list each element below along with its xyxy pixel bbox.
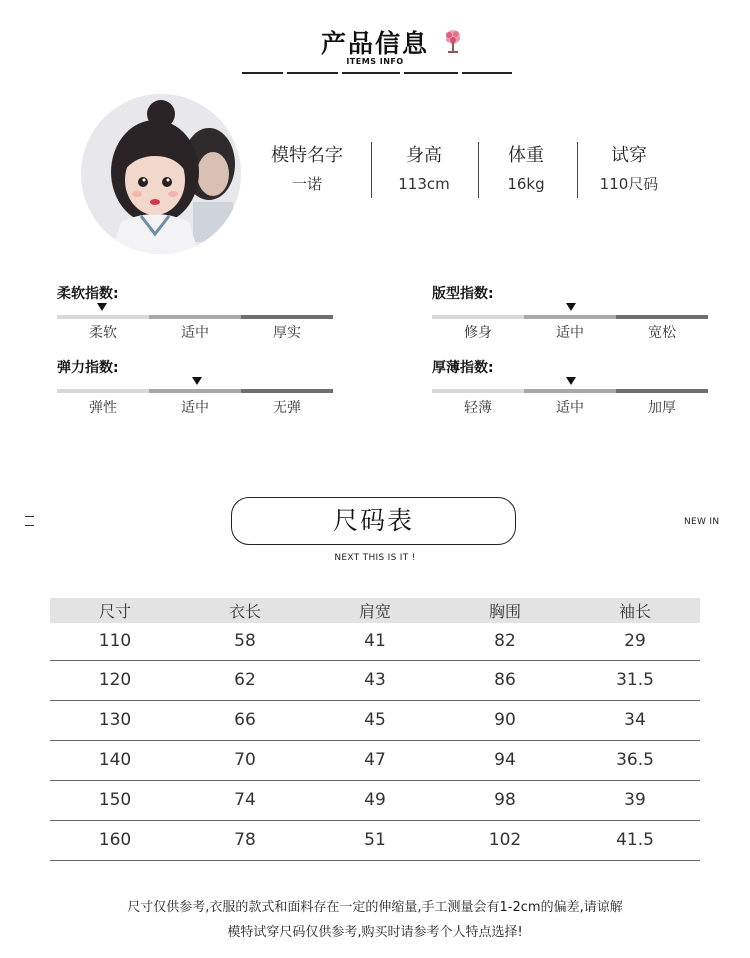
table-cell: 90 [440,700,570,740]
header-divider-gap [283,72,287,74]
scale-option: 适中 [181,325,209,341]
fit-index-title: 版型指数: [432,286,494,302]
scale-option: 无弹 [273,400,301,416]
size-chart-title: 尺码表 [231,497,516,545]
table-header-row [50,598,700,623]
scale-option: 宽松 [648,325,676,341]
size-note-line-2: 模特试穿尺码仅供参考,购买时请参考个人特点选择! [227,925,523,940]
fit-scale-bar [432,315,708,319]
column-header: 尺寸 [50,598,180,623]
table-cell: 31.5 [570,660,700,700]
scale-option: 适中 [181,400,209,416]
table-cell: 94 [440,740,570,780]
page-title: 产品信息 [320,29,429,58]
column-header: 衣长 [180,598,310,623]
table-cell: 86 [440,660,570,700]
try-size-column [590,144,668,194]
table-row [50,820,700,860]
height-label: 身高 [406,145,442,166]
column-header: 袖长 [570,598,700,623]
header-divider-gap [400,72,404,74]
model-name-label: 模特名字 [271,145,343,166]
thickness-scale-bar [432,389,708,393]
scale-option: 修身 [464,325,492,341]
fit-scale-labels [432,322,708,342]
weight-column [494,144,558,194]
table-cell: 41 [310,623,440,660]
section-title-product-info [0,24,750,60]
table-cell: 82 [440,623,570,660]
new-in-label: NEW IN [684,517,720,527]
try-size-value: 110尺码 [599,175,659,193]
softness-scale-labels [57,322,333,342]
flower-tree-icon [442,28,464,54]
softness-marker-icon [97,303,107,311]
fit-marker-icon [566,303,576,311]
thickness-scale-labels [432,397,708,417]
table-cell: 120 [50,660,180,700]
table-cell: 160 [50,820,180,860]
table-cell: 150 [50,780,180,820]
table-cell: 102 [440,820,570,860]
table-cell: 41.5 [570,820,700,860]
table-cell: 74 [180,780,310,820]
elasticity-marker-icon [192,377,202,385]
scale-option: 加厚 [648,400,676,416]
header-divider-gap [338,72,342,74]
model-name-value: 一诺 [291,175,322,193]
thickness-index-title: 厚薄指数: [432,360,494,376]
table-cell: 45 [310,700,440,740]
info-separator [478,142,479,198]
table-cell: 110 [50,623,180,660]
scale-option: 适中 [556,325,584,341]
table-cell: 62 [180,660,310,700]
height-value: 113cm [398,175,450,193]
table-cell: 43 [310,660,440,700]
column-header: 肩宽 [310,598,440,623]
model-photo-illustration [81,94,241,254]
table-cell: 49 [310,780,440,820]
scale-option: 柔软 [89,325,117,341]
table-cell: 36.5 [570,740,700,780]
scale-option: 轻薄 [464,400,492,416]
table-row [50,660,700,700]
table-row [50,700,700,740]
table-cell: 98 [440,780,570,820]
try-size-label: 试穿 [611,145,647,166]
table-cell: 39 [570,780,700,820]
elasticity-scale-labels [57,397,333,417]
page-subtitle: ITEMS INFO [346,57,404,66]
softness-scale-bar [57,315,333,319]
model-name-column [262,144,352,194]
scale-option: 弹性 [89,400,117,416]
table-cell: 140 [50,740,180,780]
table-row [50,780,700,820]
table-cell: 34 [570,700,700,740]
weight-label: 体重 [508,145,544,166]
info-separator [371,142,372,198]
size-table [50,598,700,861]
height-column [388,144,460,194]
scale-option: 适中 [556,400,584,416]
table-cell: 51 [310,820,440,860]
table-cell: 29 [570,623,700,660]
weight-value: 16kg [507,175,545,193]
column-header: 胸围 [440,598,570,623]
model-avatar [81,94,241,254]
table-cell: 78 [180,820,310,860]
size-chart-subtitle: NEXT THIS IS IT ! [334,553,416,563]
table-cell: 47 [310,740,440,780]
table-cell: 58 [180,623,310,660]
elasticity-index-title: 弹力指数: [57,360,119,376]
side-decoration [25,516,34,526]
table-cell: 70 [180,740,310,780]
table-row [50,623,700,660]
scale-option: 厚实 [273,325,301,341]
table-cell: 66 [180,700,310,740]
header-divider-gap [458,72,462,74]
size-note-line-1: 尺寸仅供参考,衣服的款式和面料存在一定的伸缩量,手工测量会有1-2cm的偏差,请谅解 [127,900,623,915]
table-row [50,740,700,780]
thickness-marker-icon [566,377,576,385]
softness-index-title: 柔软指数: [57,286,119,302]
table-cell: 130 [50,700,180,740]
elasticity-scale-bar [57,389,333,393]
info-separator [577,142,578,198]
